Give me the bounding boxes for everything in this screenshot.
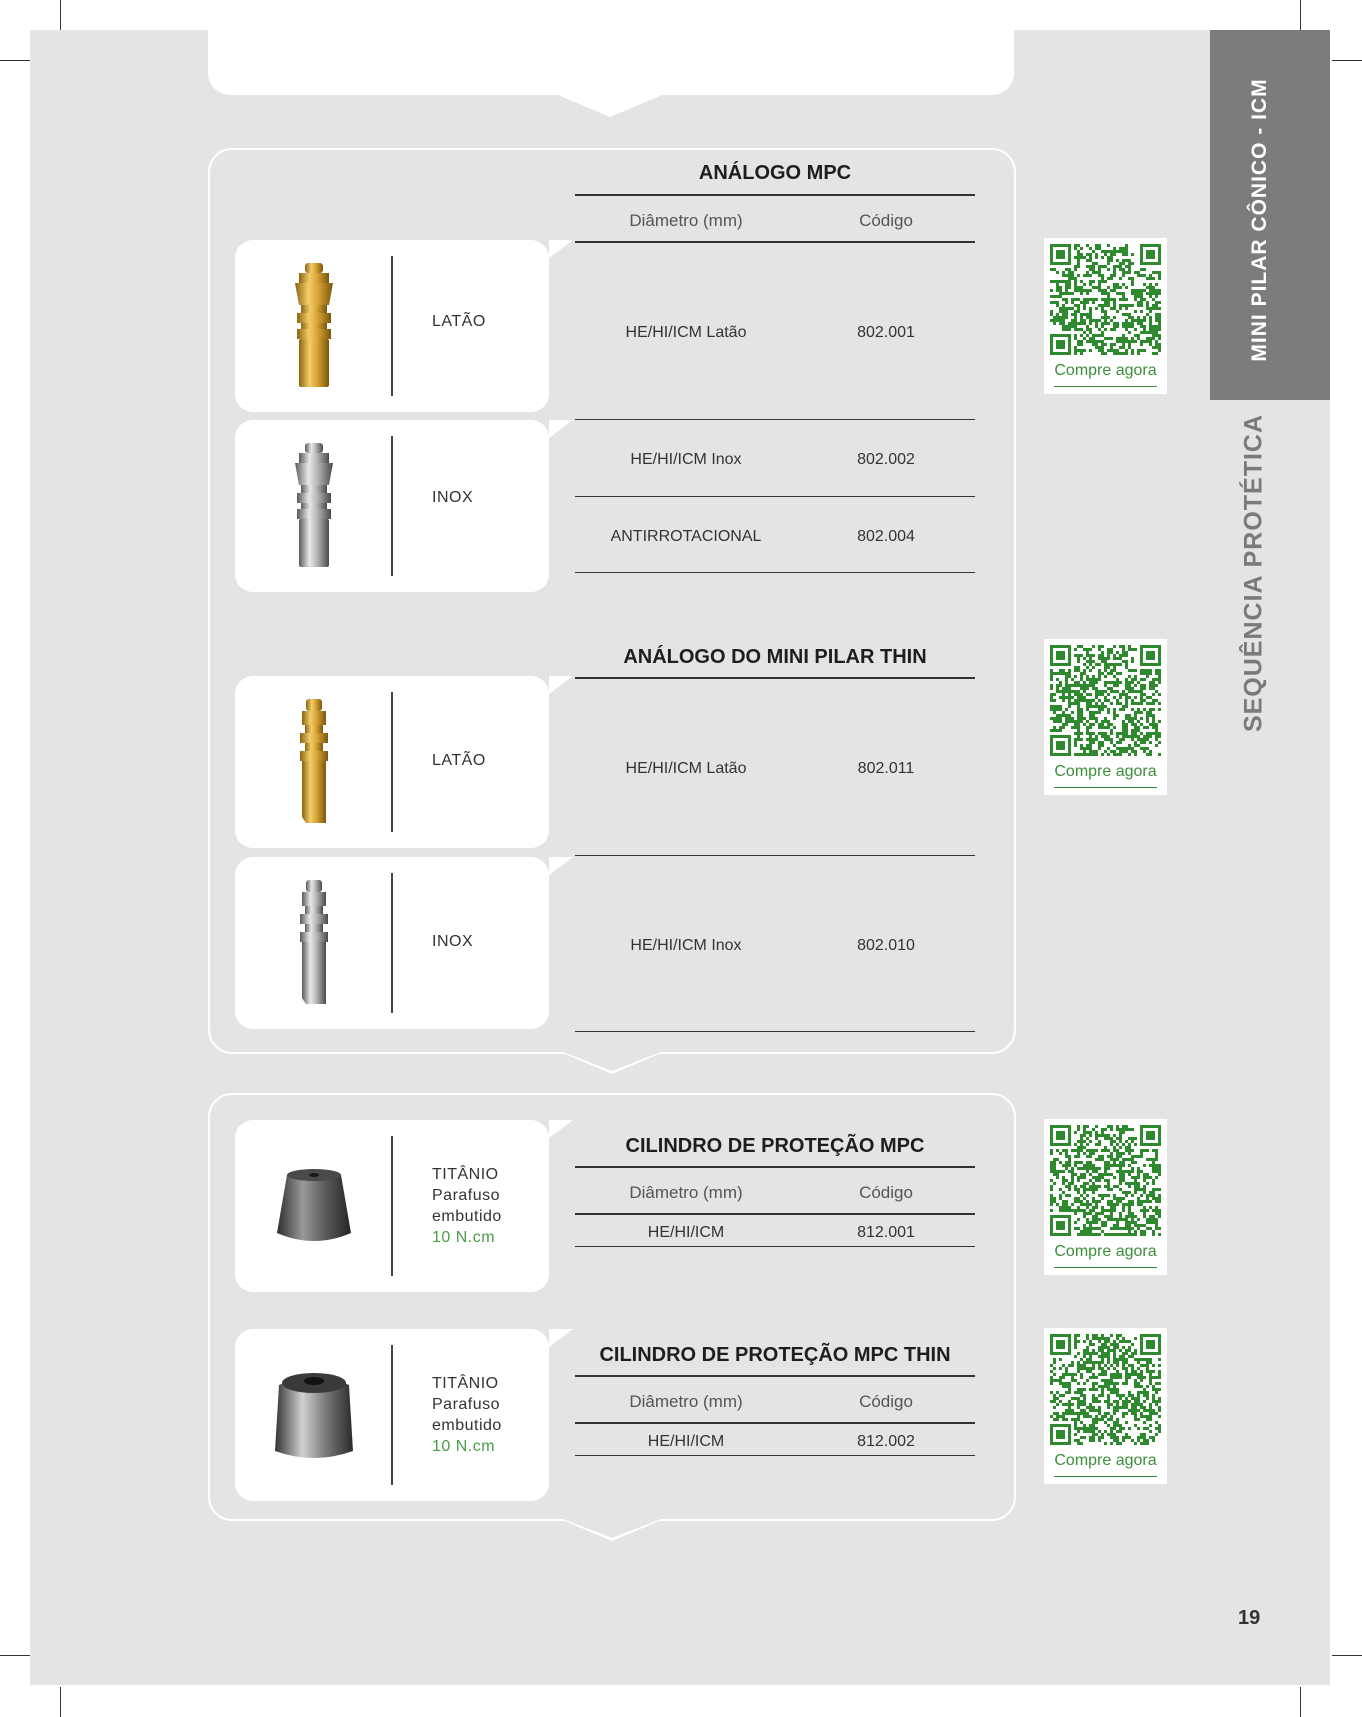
divider [575, 1422, 975, 1424]
buy-now-underline [1054, 787, 1157, 788]
column-header-diameter: Diâmetro (mm) [629, 211, 743, 230]
qr-code-link[interactable] [1044, 1119, 1167, 1275]
divider [575, 1213, 975, 1215]
column-header-code: Código [859, 1392, 913, 1411]
note-label: embutido [432, 1417, 502, 1434]
column-header-diameter: Diâmetro (mm) [629, 1392, 743, 1411]
column-header-diameter: Diâmetro (mm) [629, 1183, 743, 1202]
section-title: CILINDRO DE PROTEÇÃO MPC THIN [599, 1344, 951, 1366]
brass-analog-image [253, 240, 375, 412]
analogo-panel-notch-inner [563, 1052, 661, 1071]
card-divider [391, 692, 393, 832]
row-description: HE/HI/ICM Inox [630, 451, 742, 468]
sidebar-section-title: MINI PILAR CÔNICO - ICM [1248, 78, 1271, 362]
divider [575, 855, 975, 856]
crop-mark [0, 60, 30, 61]
top-card-notch [558, 95, 662, 117]
row-code: 802.010 [857, 937, 915, 954]
section-title: CILINDRO DE PROTEÇÃO MPC [625, 1135, 925, 1157]
divider [575, 1455, 975, 1456]
row-description: HE/HI/ICM Latão [625, 760, 747, 777]
product-card [235, 1120, 549, 1292]
steel-thin-analog-image [253, 857, 375, 1029]
material-label: TITÂNIO [432, 1375, 499, 1392]
cilindro-panel-notch-inner [563, 1519, 661, 1538]
sidebar-category: SEQUÊNCIA PROTÉTICA [1239, 413, 1268, 733]
qr-code-link[interactable] [1044, 1328, 1167, 1484]
divider [575, 1246, 975, 1247]
material-label: INOX [432, 489, 474, 506]
torque-label: 10 N.cm [432, 1438, 496, 1455]
qr-code-icon [1050, 244, 1161, 355]
divider [575, 572, 975, 573]
card-divider [391, 256, 393, 396]
buy-now-label: Compre agora [1054, 763, 1157, 780]
divider [575, 1166, 975, 1168]
card-divider [391, 873, 393, 1013]
material-label: LATÃO [432, 752, 486, 769]
qr-code-icon [1050, 1334, 1161, 1445]
buy-now-underline [1054, 1476, 1157, 1477]
divider [575, 194, 975, 196]
note-label: Parafuso [432, 1396, 501, 1413]
row-description: HE/HI/ICM Latão [625, 324, 747, 341]
card-tab [549, 240, 573, 258]
material-block [432, 1373, 502, 1457]
crop-mark [60, 1687, 61, 1717]
buy-now-label: Compre agora [1054, 1452, 1157, 1469]
card-tab [549, 1329, 573, 1347]
protection-cylinder-thin-image [253, 1329, 375, 1501]
page-number: 19 [1238, 1607, 1261, 1629]
brass-thin-analog-image [253, 676, 375, 848]
divider [575, 496, 975, 497]
row-code: 802.004 [857, 528, 915, 545]
crop-mark [0, 1655, 30, 1656]
crop-mark [1300, 1687, 1301, 1717]
divider [575, 677, 975, 679]
card-tab [549, 857, 573, 875]
buy-now-underline [1054, 386, 1157, 387]
divider [575, 1031, 975, 1032]
steel-analog-image [253, 420, 375, 592]
row-description: HE/HI/ICM [647, 1224, 725, 1241]
torque-label: 10 N.cm [432, 1229, 496, 1246]
note-label: Parafuso [432, 1187, 501, 1204]
column-header-code: Código [859, 1183, 913, 1202]
section-title: ANÁLOGO MPC [698, 162, 852, 184]
divider [575, 1375, 975, 1377]
row-description: ANTIRROTACIONAL [610, 528, 762, 545]
section-title: ANÁLOGO DO MINI PILAR THIN [623, 646, 927, 668]
product-card [235, 1329, 549, 1501]
product-card [235, 676, 549, 848]
top-card [208, 30, 1014, 95]
card-tab [549, 420, 573, 438]
note-label: embutido [432, 1208, 502, 1225]
qr-code-link[interactable] [1044, 639, 1167, 795]
row-description: HE/HI/ICM Inox [630, 937, 742, 954]
row-description: HE/HI/ICM [647, 1433, 725, 1450]
protection-cylinder-image [253, 1120, 375, 1292]
crop-mark [1332, 60, 1362, 61]
material-block [432, 1164, 502, 1248]
row-code: 802.011 [857, 760, 915, 777]
crop-mark [1300, 0, 1301, 30]
card-divider [391, 436, 393, 576]
card-tab [549, 1120, 573, 1138]
row-code: 802.001 [857, 324, 915, 341]
material-label: LATÃO [432, 313, 486, 330]
column-header-code: Código [859, 211, 913, 230]
buy-now-underline [1054, 1267, 1157, 1268]
material-label: TITÂNIO [432, 1166, 499, 1183]
product-card [235, 857, 549, 1029]
row-code: 812.002 [857, 1433, 915, 1450]
card-divider [391, 1345, 393, 1485]
buy-now-label: Compre agora [1054, 362, 1157, 379]
divider [575, 241, 975, 243]
material-label: INOX [432, 933, 474, 950]
row-code: 802.002 [857, 451, 915, 468]
product-card [235, 240, 549, 412]
row-code: 812.001 [857, 1224, 915, 1241]
crop-mark [1332, 1655, 1362, 1656]
card-divider [391, 1136, 393, 1276]
product-card [235, 420, 549, 592]
qr-code-link[interactable] [1044, 238, 1167, 394]
buy-now-label: Compre agora [1054, 1243, 1157, 1260]
crop-mark [60, 0, 61, 30]
qr-code-icon [1050, 1125, 1161, 1236]
card-tab [549, 676, 573, 694]
qr-code-icon [1050, 645, 1161, 756]
divider [575, 419, 975, 420]
